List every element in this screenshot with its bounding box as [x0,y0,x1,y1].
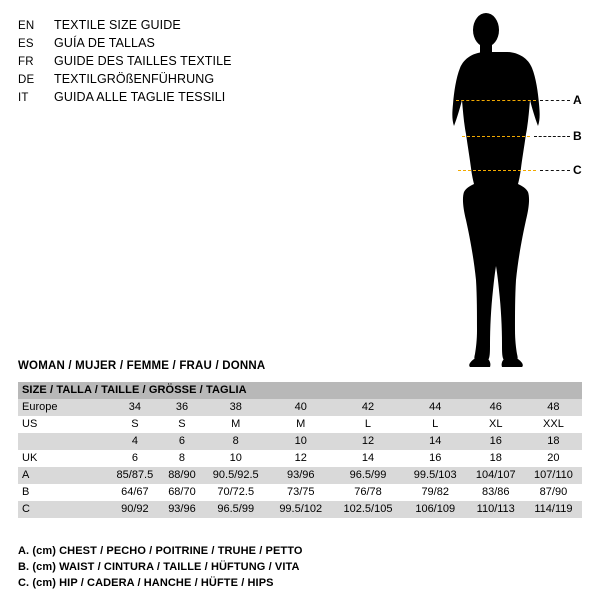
cell: 46 [467,399,525,416]
cell: 16 [404,450,467,467]
language-row [18,16,348,34]
woman-figure [400,8,590,368]
language-title: TEXTILE SIZE GUIDE [54,18,181,32]
measure-label-b: B [573,129,582,143]
cell: 6 [162,433,202,450]
cell: 14 [332,450,404,467]
cell: 10 [202,450,269,467]
cell: 102.5/105 [332,501,404,518]
cell: 99.5/103 [404,467,467,484]
cell: 114/119 [525,501,582,518]
cell: 6 [108,450,162,467]
cell: 76/78 [332,484,404,501]
cell: 42 [332,399,404,416]
measure-line-hip [458,170,536,171]
cell: 44 [404,399,467,416]
footnote-list [18,543,518,591]
cell: 107/110 [525,467,582,484]
row-label: UK [18,450,108,467]
table-header-label: SIZE / TALLA / TAILLE / GRÖSSE / TAGLIA [18,382,582,399]
cell: 8 [162,450,202,467]
woman-silhouette-icon [400,8,590,368]
cell: 104/107 [467,467,525,484]
cell: 99.5/102 [269,501,332,518]
language-row [18,52,348,70]
row-label: B [18,484,108,501]
cell: 36 [162,399,202,416]
cell: 88/90 [162,467,202,484]
table-row [18,399,582,416]
measure-leader-waist [534,136,570,137]
cell: M [269,416,332,433]
cell: 70/72.5 [202,484,269,501]
cell: 4 [108,433,162,450]
cell: 110/113 [467,501,525,518]
table-row [18,501,582,518]
table-row [18,450,582,467]
footnote-c: C. (cm) HIP / CADERA / HANCHE / HÜFTE / HIPS [18,577,274,589]
language-title-list [18,16,348,106]
row-label: C [18,501,108,518]
cell: 68/70 [162,484,202,501]
language-row [18,88,348,106]
cell: L [404,416,467,433]
cell: M [202,416,269,433]
cell: 73/75 [269,484,332,501]
table-row [18,484,582,501]
cell: 16 [467,433,525,450]
language-title: GUIDE DES TAILLES TEXTILE [54,54,232,68]
language-title: GUÍA DE TALLAS [54,36,155,50]
language-code: FR [18,56,34,68]
cell: 18 [467,450,525,467]
cell: 106/109 [404,501,467,518]
cell: XXL [525,416,582,433]
cell: 18 [525,433,582,450]
footnote-b: B. (cm) WAIST / CINTURA / TAILLE / HÜFTUNG / VITA [18,561,300,573]
cell: 12 [269,450,332,467]
cell: 87/90 [525,484,582,501]
cell: 79/82 [404,484,467,501]
cell: S [162,416,202,433]
language-title: GUIDA ALLE TAGLIE TESSILI [54,90,226,104]
cell: 64/67 [108,484,162,501]
cell: 38 [202,399,269,416]
table-row [18,467,582,484]
cell: 85/87.5 [108,467,162,484]
language-code: IT [18,92,29,104]
language-code: EN [18,20,35,32]
cell: 12 [332,433,404,450]
cell: 14 [404,433,467,450]
measure-leader-chest [540,100,570,101]
size-table [18,382,582,518]
cell: 20 [525,450,582,467]
row-label: US [18,416,108,433]
row-label [18,433,108,450]
language-row [18,70,348,88]
measure-label-a: A [573,93,582,107]
measure-line-chest [456,100,536,101]
cell: L [332,416,404,433]
cell: 83/86 [467,484,525,501]
section-caption: WOMAN / MUJER / FEMME / FRAU / DONNA [18,360,266,372]
cell: 90.5/92.5 [202,467,269,484]
cell: 8 [202,433,269,450]
cell: 96.5/99 [202,501,269,518]
cell: 40 [269,399,332,416]
row-label: A [18,467,108,484]
language-title: TEXTILGRÖßENFÜHRUNG [54,72,215,86]
cell: 90/92 [108,501,162,518]
cell: 10 [269,433,332,450]
language-code: ES [18,38,34,50]
footnote-a: A. (cm) CHEST / PECHO / POITRINE / TRUHE / PETTO [18,545,303,557]
cell: S [108,416,162,433]
cell: XL [467,416,525,433]
cell: 34 [108,399,162,416]
language-row [18,34,348,52]
language-code: DE [18,74,35,86]
table-header-row [18,382,582,399]
measure-line-waist [462,136,530,137]
cell: 96.5/99 [332,467,404,484]
cell: 93/96 [269,467,332,484]
cell: 48 [525,399,582,416]
cell: 93/96 [162,501,202,518]
table-row [18,433,582,450]
measure-leader-hip [540,170,570,171]
row-label: Europe [18,399,108,416]
measure-label-c: C [573,163,582,177]
table-row [18,416,582,433]
